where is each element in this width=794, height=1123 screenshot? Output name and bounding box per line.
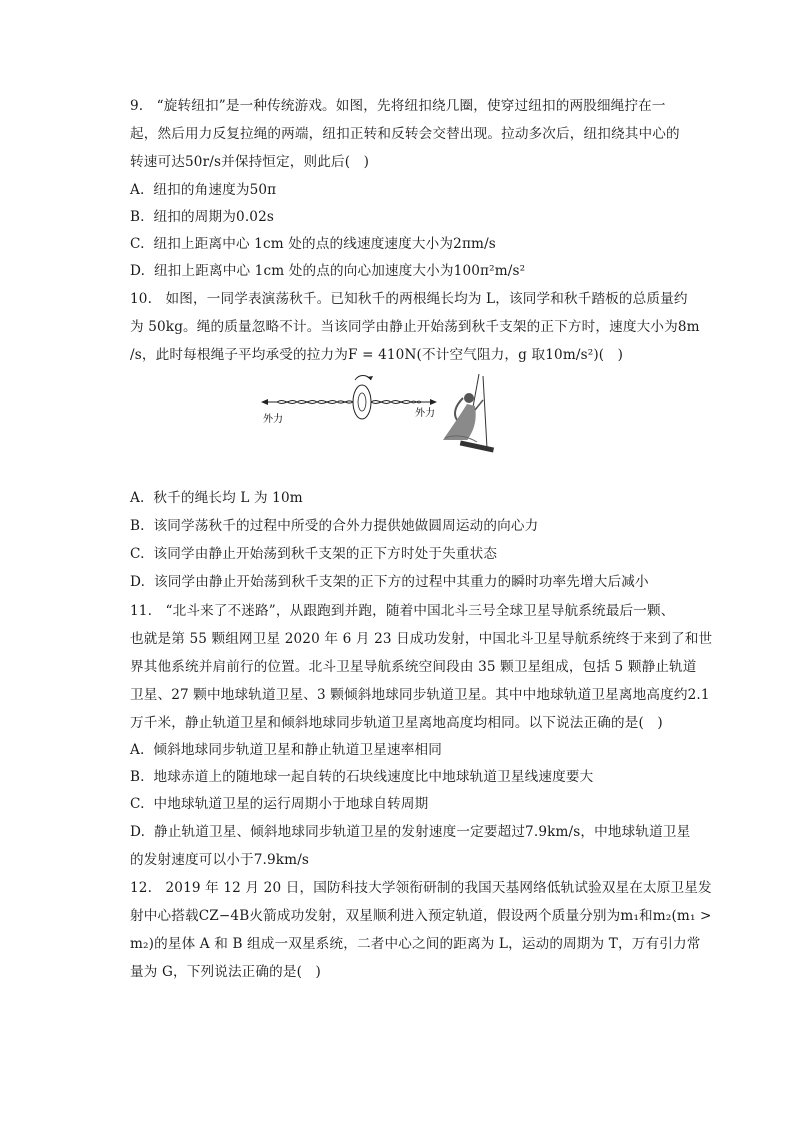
q10-option-d[interactable]: D. 该同学由静止开始荡到秋千支架的正下方的过程中其重力的瞬时功率先增大后减小: [130, 574, 649, 590]
q10-figure: [255, 370, 505, 466]
spinning-button-diagram: [261, 376, 437, 420]
q11-stem-line-2: 也就是第 55 颗组网卫星 2020 年 6 月 23 日成功发射，中国北斗卫星导航系统终于来到了和世: [130, 631, 713, 647]
q11-stem-line-5: 万千米，静止轨道卫星和倾斜地球同步轨道卫星离地高度均相同。以下说法正确的是( ): [130, 715, 663, 731]
swing-girl-illustration: [443, 374, 494, 452]
q12-stem-line-3: m₂)的星体 A 和 B 组成一双星系统，二者中心之间的距离为 L，运动的周期为 T，万有引力常: [130, 936, 701, 952]
q10-option-b[interactable]: B. 该同学荡秋千的过程中所受的合外力提供她做圆周运动的向心力: [130, 518, 539, 534]
q11-stem-line-4: 卫星、27 颗中地球轨道卫星、3 颗倾斜地球同步轨道卫星。其中中地球轨道卫星离地高度约2.1: [130, 687, 710, 703]
q9-stem-line-1: 9. “旋转纽扣”是一种传统游戏。如图，先将纽扣绕几圈，使穿过纽扣的两股细绳拧在一: [130, 98, 666, 114]
q10-option-c[interactable]: C. 该同学由静止开始荡到秋千支架的正下方时处于失重状态: [130, 546, 498, 562]
q11-stem-line-3: 界其他系统并肩前行的位置。北斗卫星导航系统空间段由 35 颗卫星组成，包括 5 颗静止轨道: [130, 659, 697, 675]
q9-stem-line-2: 起，然后用力反复拉绳的两端，纽扣正转和反转会交替出现。拉动多次后，纽扣绕其中心的: [130, 126, 680, 142]
q10-option-a[interactable]: A. 秋千的绳长均 L 为 10m: [130, 490, 303, 506]
q11-stem-line-1: 11. “北斗来了不迷路”，从跟跑到并跑，随着中国北斗三号全球卫星导航系统最后一颗、: [130, 603, 675, 619]
q11-option-d-continued: 的发射速度可以小于7.9km/s: [130, 852, 310, 868]
q12-stem-line-2: 射中心搭载CZ−4B火箭成功发射，双星顺利进入预定轨道，假设两个质量分别为m₁和m₂(m₁ >: [130, 908, 712, 924]
right-force-label: 外力: [415, 408, 435, 419]
q9-stem-line-3: 转速可达50r/s并保持恒定，则此后( ): [130, 154, 370, 170]
q10-stem-line-2: 为 50kg。绳的质量忽略不计。当该同学由静止开始荡到秋千支架的正下方时，速度大小为8m: [130, 319, 700, 335]
q9-option-a[interactable]: A. 纽扣的角速度为50π: [130, 182, 277, 198]
q12-stem-line-1: 12. 2019 年 12 月 20 日，国防科技大学领衔研制的我国天基网络低轨试验双星在太原卫星发: [130, 880, 712, 896]
q11-option-c[interactable]: C. 中地球轨道卫星的运行周期小于地球自转周期: [130, 796, 429, 812]
q10-stem-line-1: 10. 如图，一同学表演荡秋千。已知秋千的两根绳长均为 L，该同学和秋千踏板的总质量约: [130, 291, 688, 307]
q11-option-b[interactable]: B. 地球赤道上的随地球一起自转的石块线速度比中地球轨道卫星线速度要大: [130, 769, 594, 785]
q12-stem-line-4: 量为 G，下列说法正确的是( ): [130, 964, 321, 980]
q10-stem-line-3: /s，此时每根绳子平均承受的拉力为F = 410N(不计空气阻力，g 取10m/s²)( ): [130, 347, 624, 363]
q9-option-b[interactable]: B. 纽扣的周期为0.02s: [130, 209, 275, 225]
q9-option-d[interactable]: D. 纽扣上距离中心 1cm 处的点的向心加速度大小为100π²m/s²: [130, 263, 526, 279]
q9-option-c[interactable]: C. 纽扣上距离中心 1cm 处的点的线速度速度大小为2πm/s: [130, 236, 496, 252]
q11-option-a[interactable]: A. 倾斜地球同步轨道卫星和静止轨道卫星速率相同: [130, 742, 442, 758]
left-force-label: 外力: [263, 414, 283, 425]
q11-option-d[interactable]: D. 静止轨道卫星、倾斜地球同步轨道卫星的发射速度一定要超过7.9km/s，中地球轨道卫星: [130, 824, 691, 840]
